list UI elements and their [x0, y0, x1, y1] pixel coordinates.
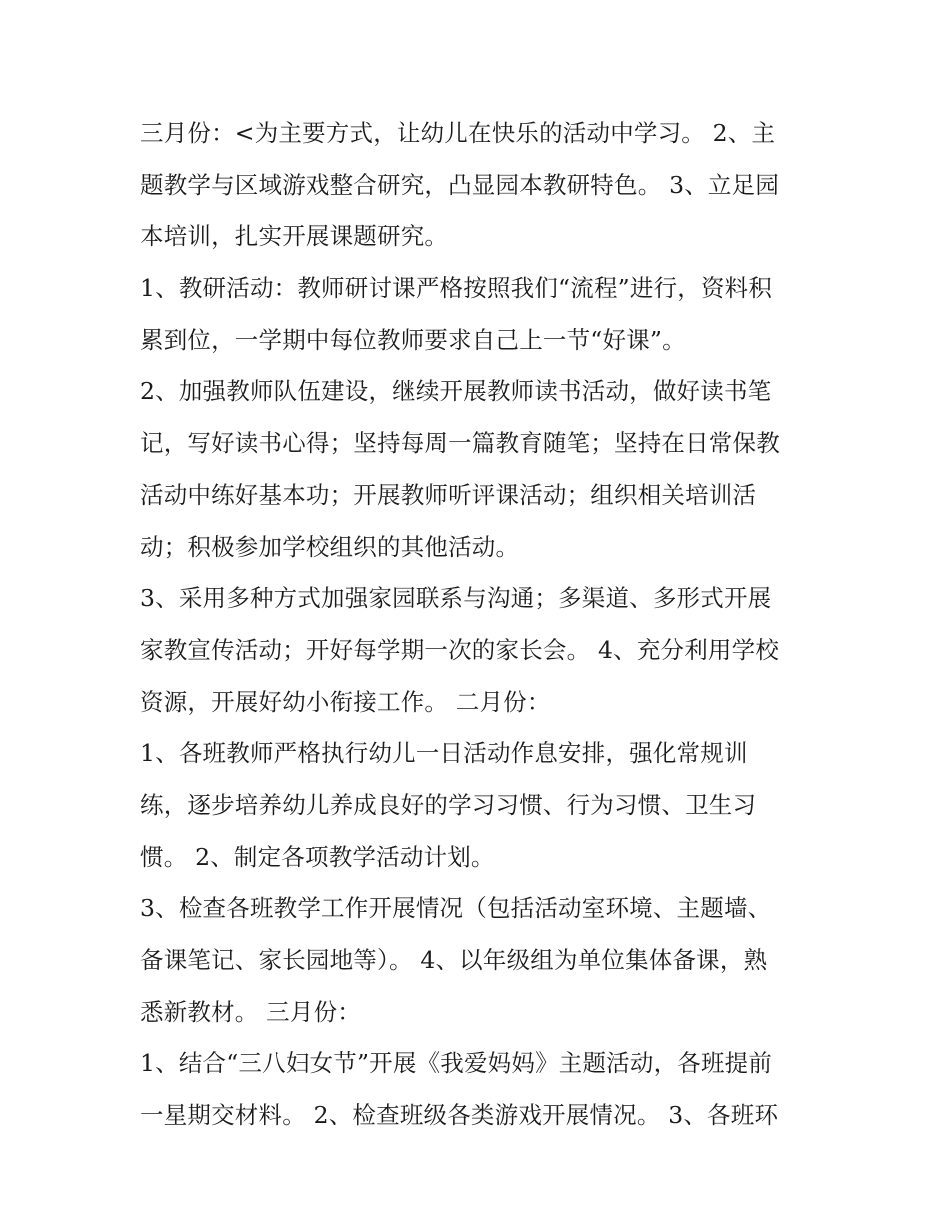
- text-line: 动；积极参加学校组织的其他活动。: [140, 532, 520, 561]
- text-line: 惯。 2、制定各项教学活动计划。: [140, 842, 495, 871]
- text-line: 三月份：<为主要方式，让幼儿在快乐的活动中学习。 2、主: [140, 119, 776, 147]
- text-line: 3、检查各班教学工作开展情况（包括活动室环境、主题墙、: [140, 894, 772, 923]
- text-line: 悉新教材。 三月份：: [140, 997, 361, 1026]
- text-line: 家教宣传活动；开好每学期一次的家长会。 4、充分利用学校: [140, 635, 780, 664]
- text-line: 1、各班教师严格执行幼儿一日活动作息安排，强化常规训: [140, 739, 748, 768]
- text-line: 1、结合“三八妇女节”开展《我爱妈妈》主题活动，各班提前: [140, 1049, 773, 1078]
- text-line: 备课笔记、家长园地等）。 4、以年级组为单位集体备课，熟: [140, 946, 768, 974]
- text-line: 累到位，一学期中每位教师要求自己上一节“好课”。: [140, 325, 686, 354]
- text-line: 活动中练好基本功；开展教师听评课活动；组织相关培训活: [140, 480, 757, 509]
- text-line: 1、教研活动：教师研讨课严格按照我们“流程”进行，资料积: [140, 274, 773, 303]
- document-body: [140, 108, 820, 1142]
- text-line: 2、加强教师队伍建设，继续开展教师读书活动，做好读书笔: [140, 377, 772, 406]
- text-line: 3、采用多种方式加强家园联系与沟通；多渠道、多形式开展: [140, 584, 772, 613]
- text-line: 记，写好读书心得；坚持每周一篇教育随笔；坚持在日常保教: [140, 429, 780, 458]
- text-line: 资源，开展好幼小衔接工作。 二月份：: [140, 687, 551, 716]
- text-line: 本培训，扎实开展课题研究。: [140, 222, 449, 251]
- text-line: 练，逐步培养幼儿养成良好的学习习惯、行为习惯、卫生习: [140, 790, 757, 819]
- text-line: 一星期交材料。 2、检查班级各类游戏开展情况。 3、各班环: [140, 1101, 779, 1130]
- text-line: 题教学与区域游戏整合研究，凸显园本教研特色。 3、立足园: [140, 170, 780, 199]
